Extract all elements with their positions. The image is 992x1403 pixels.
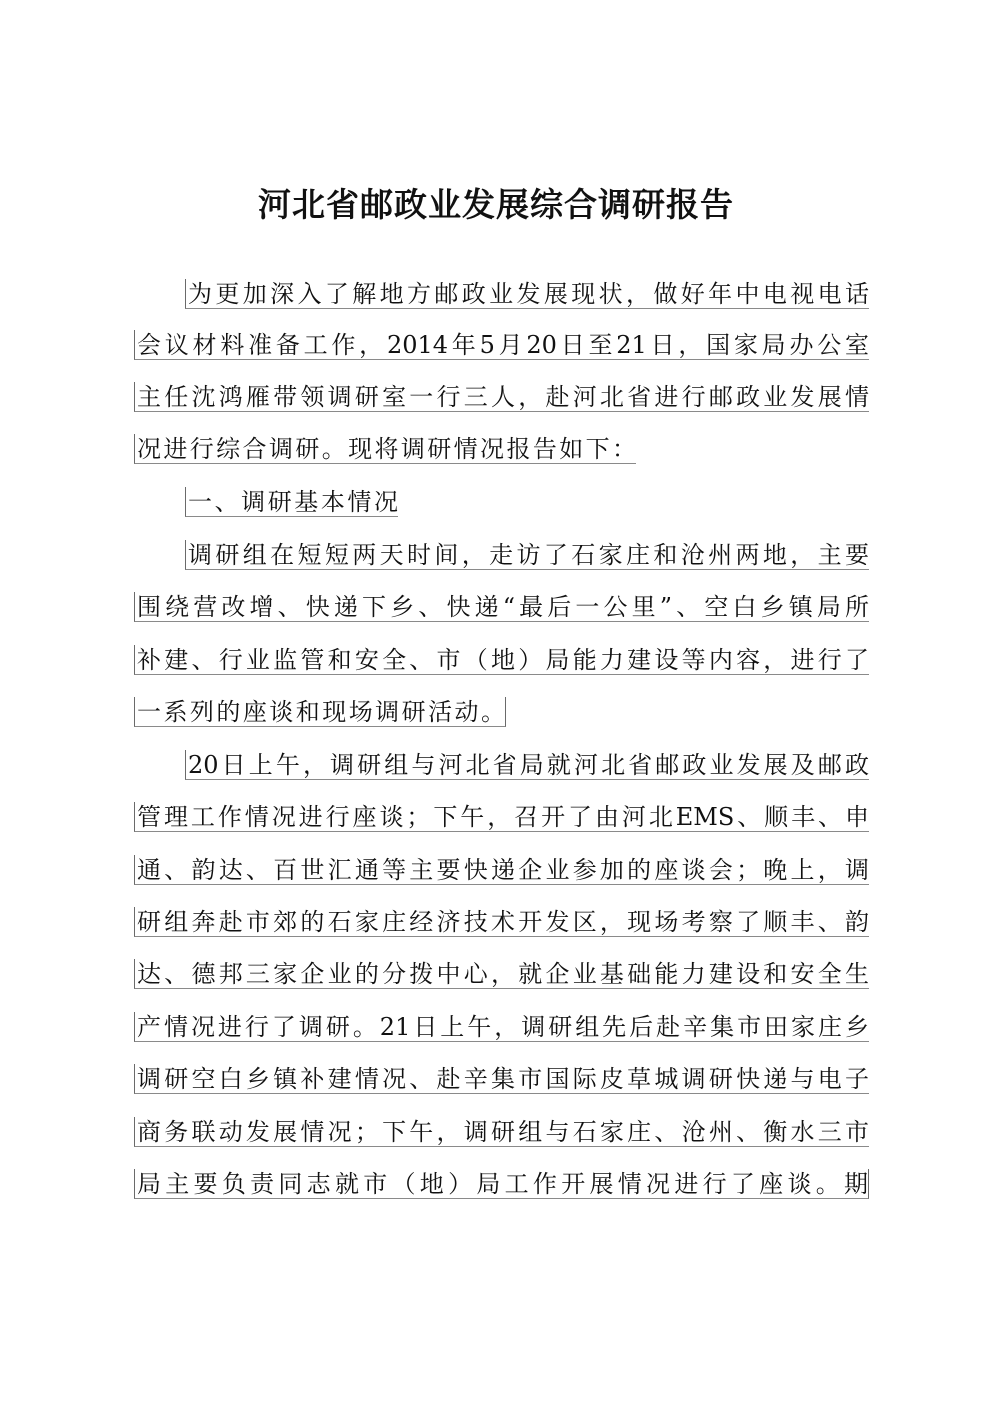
document-title: 河北省邮政业发展综合调研报告 [258, 185, 734, 224]
paragraph-line: 管理工作情况进行座谈；下午，召开了由河北EMS、顺丰、申 [134, 802, 869, 832]
paragraph-line: 20日上午，调研组与河北省局就河北省邮政业发展及邮政 [185, 750, 869, 780]
paragraph-line: 产情况进行了调研。21日上午，调研组先后赴辛集市田家庄乡 [134, 1012, 869, 1042]
paragraph-line: 主任沈鸿雁带领调研室一行三人，赴河北省进行邮政业发展情 [134, 382, 869, 412]
paragraph-line: 况进行综合调研。现将调研情况报告如下： [134, 434, 636, 464]
paragraph-line: 会议材料准备工作，2014年5月20日至21日，国家局办公室 [134, 330, 869, 360]
paragraph-line: 一系列的座谈和现场调研活动。 [134, 697, 506, 727]
paragraph-line: 商务联动发展情况；下午，调研组与石家庄、沧州、衡水三市 [134, 1117, 869, 1147]
paragraph-line: 研组奔赴市郊的石家庄经济技术开发区，现场考察了顺丰、韵 [134, 907, 869, 937]
paragraph-line: 补建、行业监管和安全、市（地）局能力建设等内容，进行了 [134, 645, 869, 675]
paragraph-line: 调研组在短短两天时间，走访了石家庄和沧州两地，主要 [185, 540, 869, 570]
paragraph-line: 围绕营改增、快递下乡、快递“最后一公里”、空白乡镇局所 [134, 592, 869, 622]
paragraph-line: 调研空白乡镇补建情况、赴辛集市国际皮草城调研快递与电子 [134, 1064, 869, 1094]
section-heading: 一、调研基本情况 [185, 487, 398, 517]
paragraph-line: 达、德邦三家企业的分拨中心，就企业基础能力建设和安全生 [134, 959, 869, 989]
paragraph-line: 通、韵达、百世汇通等主要快递企业参加的座谈会；晚上，调 [134, 855, 869, 885]
paragraph-line: 局主要负责同志就市（地）局工作开展情况进行了座谈。期 [134, 1169, 869, 1199]
paragraph-line: 为更加深入了解地方邮政业发展现状，做好年中电视电话 [185, 279, 869, 309]
